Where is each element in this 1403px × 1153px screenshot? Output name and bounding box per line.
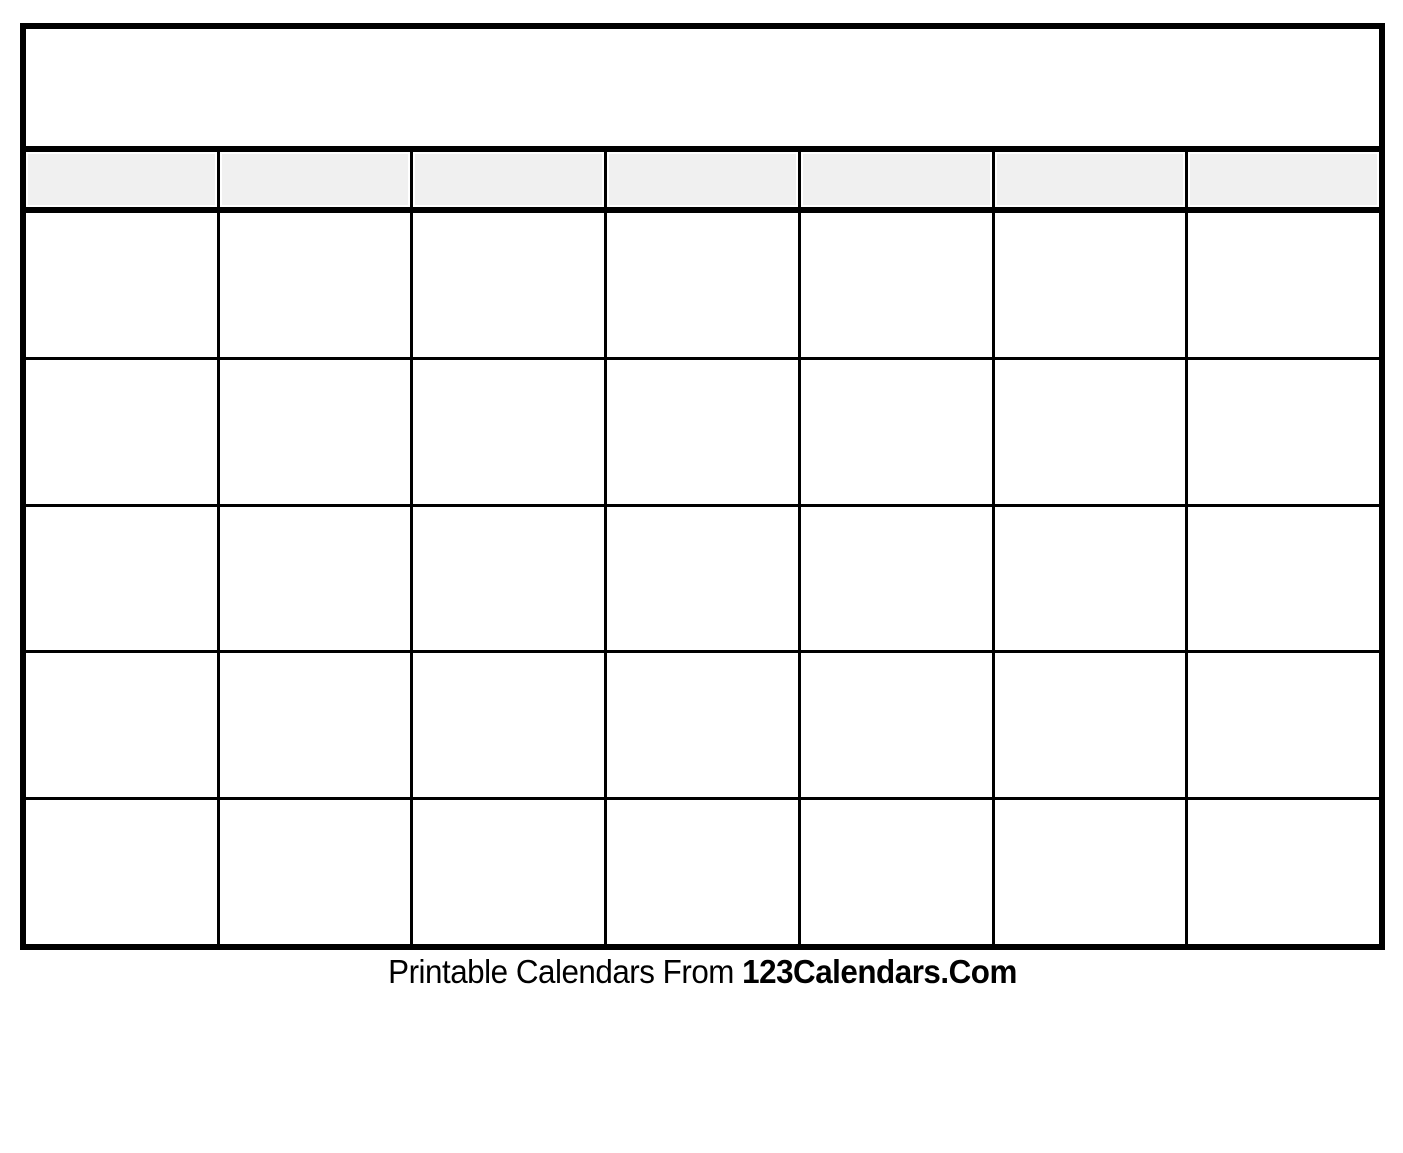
day-cell bbox=[798, 653, 992, 797]
day-cell bbox=[217, 360, 411, 504]
weekday-header-label bbox=[997, 154, 1184, 205]
day-cell bbox=[992, 653, 1186, 797]
day-cell bbox=[1185, 507, 1379, 651]
calendar-week-row bbox=[26, 357, 1379, 504]
day-cell bbox=[26, 800, 217, 944]
calendar-week-row bbox=[26, 650, 1379, 797]
day-cell bbox=[1185, 653, 1379, 797]
weekday-header-label bbox=[222, 154, 409, 205]
calendar-week-row bbox=[26, 797, 1379, 944]
weekday-header-cell bbox=[798, 152, 992, 207]
day-cell bbox=[604, 653, 798, 797]
day-cell bbox=[604, 360, 798, 504]
day-cell bbox=[992, 360, 1186, 504]
footer-credit-text: Printable Calendars From bbox=[388, 953, 734, 990]
footer-credit-brand: 123Calendars.Com bbox=[742, 953, 1017, 990]
month-title-box bbox=[20, 23, 1385, 152]
weekday-header-cell bbox=[410, 152, 604, 207]
day-cell bbox=[992, 800, 1186, 944]
weekday-header-cell bbox=[1185, 152, 1379, 207]
footer-credit bbox=[54, 953, 1351, 991]
day-cell bbox=[1185, 360, 1379, 504]
weekday-header-cell bbox=[217, 152, 411, 207]
calendar-grid bbox=[20, 213, 1385, 950]
weekday-header-row bbox=[20, 152, 1385, 213]
weekday-header-label bbox=[609, 154, 796, 205]
day-cell bbox=[410, 507, 604, 651]
weekday-header-label bbox=[1190, 154, 1377, 205]
day-cell bbox=[410, 213, 604, 357]
day-cell bbox=[604, 213, 798, 357]
day-cell bbox=[992, 213, 1186, 357]
calendar-week-row bbox=[26, 213, 1379, 357]
weekday-header-label bbox=[28, 154, 215, 205]
day-cell bbox=[217, 653, 411, 797]
day-cell bbox=[604, 800, 798, 944]
day-cell bbox=[1185, 213, 1379, 357]
day-cell bbox=[798, 213, 992, 357]
day-cell bbox=[410, 653, 604, 797]
weekday-header-cell bbox=[26, 152, 217, 207]
weekday-header-label bbox=[415, 154, 602, 205]
calendar-template bbox=[20, 23, 1385, 950]
weekday-header-cell bbox=[604, 152, 798, 207]
day-cell bbox=[604, 507, 798, 651]
day-cell bbox=[798, 800, 992, 944]
weekday-header-cell bbox=[992, 152, 1186, 207]
day-cell bbox=[798, 507, 992, 651]
day-cell bbox=[26, 507, 217, 651]
calendar-week-row bbox=[26, 504, 1379, 651]
day-cell bbox=[217, 507, 411, 651]
day-cell bbox=[992, 507, 1186, 651]
day-cell bbox=[217, 800, 411, 944]
day-cell bbox=[26, 653, 217, 797]
day-cell bbox=[26, 360, 217, 504]
weekday-header-label bbox=[803, 154, 990, 205]
day-cell bbox=[1185, 800, 1379, 944]
day-cell bbox=[798, 360, 992, 504]
day-cell bbox=[410, 360, 604, 504]
day-cell bbox=[410, 800, 604, 944]
day-cell bbox=[26, 213, 217, 357]
day-cell bbox=[217, 213, 411, 357]
